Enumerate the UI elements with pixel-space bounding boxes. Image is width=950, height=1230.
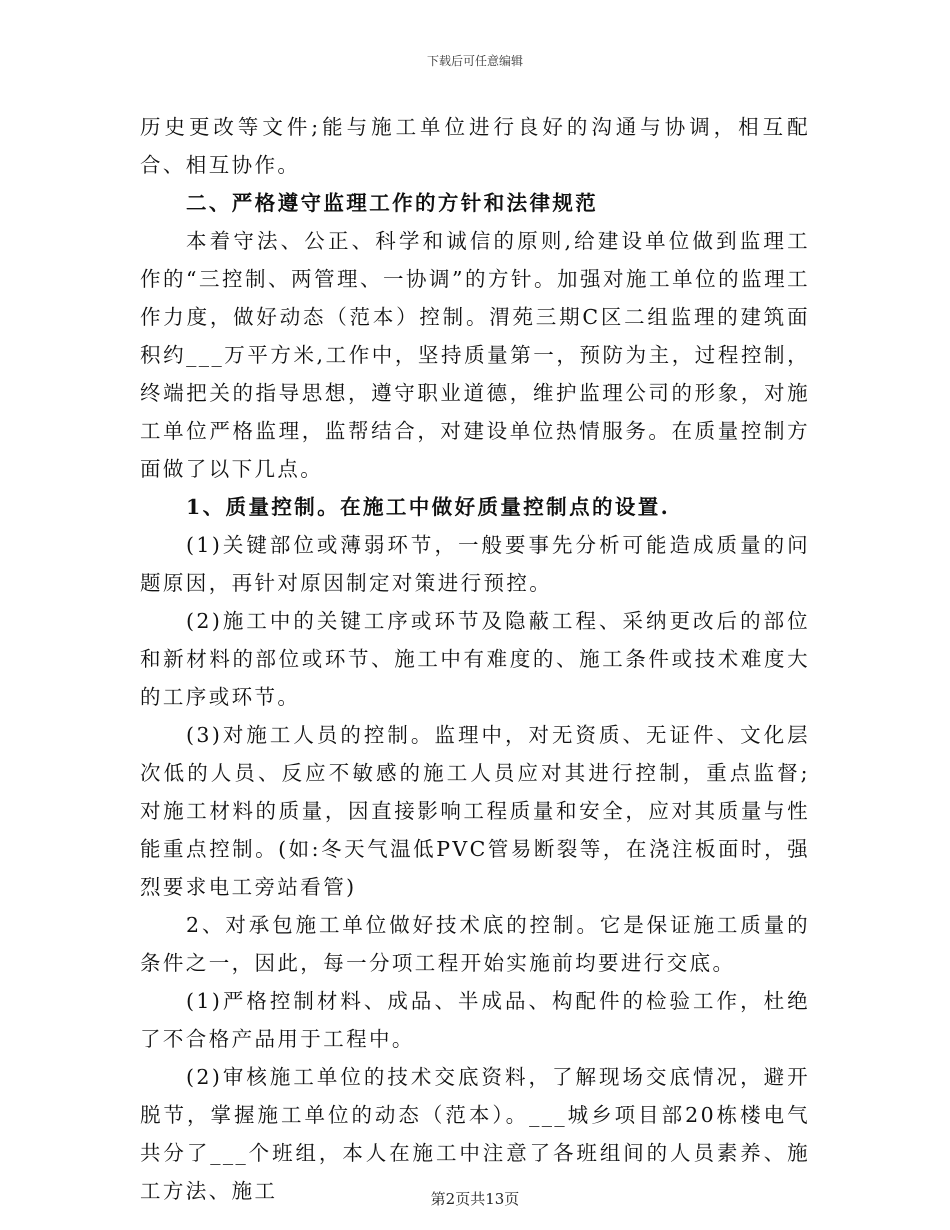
paragraph-technical-disclosure: 2、对承包施工单位做好技术底的控制。它是保证施工质量的条件之一，因此，每一分项工程开始实施前均要进行交底。: [140, 913, 810, 975]
list-item-2: (2)施工中的关键工序或环节及隐蔽工程、采纳更改后的部位和新材料的部位或环节、施工中有难度的、施工条件或技术难度大的工序或环节。: [140, 609, 810, 709]
paragraph-principles: 本着守法、公正、科学和诚信的原则,给建设单位做到监理工作的“三控制、两管理、一协调”的方针。加强对施工单位的监理工作力度，做好动态（范本）控制。渭苑三期C区二组监理的建筑面积约___万平方米,工作中，坚持质量第一，预防为主，过程控制，终端把关的指导思想，遵守职业道德，维护监理公司的形象，对施工单位严格监理，监帮结合，对建设单位热情服务。在质量控制方面做了以下几点。: [140, 229, 810, 481]
list-item-4: (1)严格控制材料、成品、半成品、构配件的检验工作，杜绝了不合格产品用于工程中。: [140, 989, 810, 1051]
list-item-5: (2)审核施工单位的技术交底资料，了解现场交底情况，避开脱节，掌握施工单位的动态（范本）。___城乡项目部20栋楼电气共分了___个班组，本人在施工中注意了各班组间的人员素养、施工方法、施工: [140, 1065, 810, 1203]
list-item-1: (1)关键部位或薄弱环节，一般要事先分析可能造成质量的问题原因，再针对原因制定对策进行预控。: [140, 533, 810, 595]
document-body: [140, 108, 810, 1210]
section-heading: 二、严格遵守监理工作的方针和法律规范: [186, 191, 599, 215]
page-footer: 第2页共13页: [430, 1190, 520, 1208]
list-item-3: (3)对施工人员的控制。监理中，对无资质、无证件、文化层次低的人员、反应不敏感的施工人员应对其进行控制，重点监督;对施工材料的质量，因直接影响工程质量和安全，应对其质量与性能重点控制。(如:冬天气温低PVC管易断裂等，在浇注板面时，强烈要求电工旁站看管): [140, 723, 810, 899]
subsection-heading: 1、质量控制。在施工中做好质量控制点的设置.: [186, 495, 671, 519]
page-header: 下载后可任意编辑: [426, 54, 523, 68]
paragraph-continuation: 历史更改等文件;能与施工单位进行良好的沟通与协调，相互配合、相互协作。: [140, 115, 810, 177]
